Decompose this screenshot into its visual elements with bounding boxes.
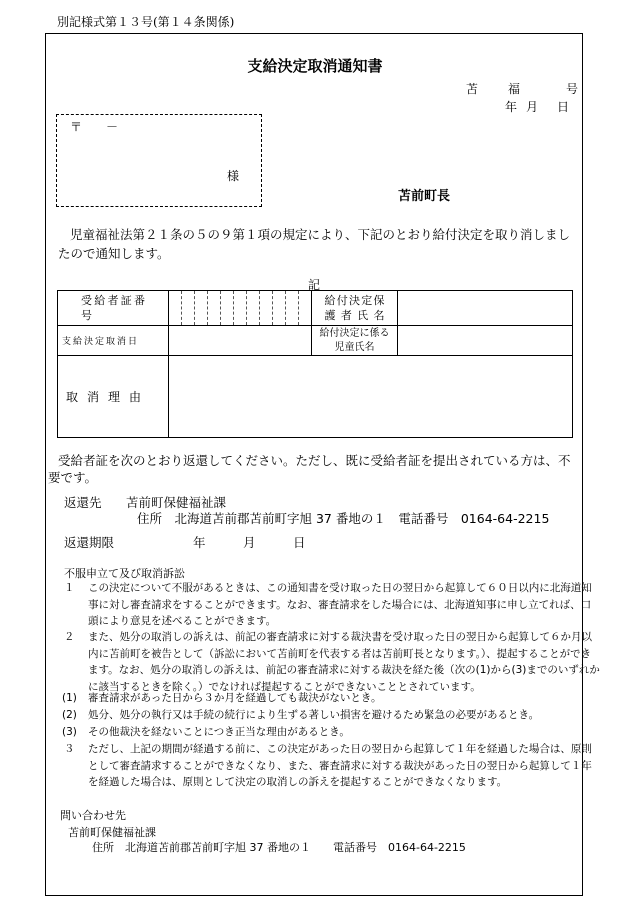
reason-label: 取消理由 bbox=[58, 356, 169, 438]
recipient-no-cells bbox=[169, 291, 312, 326]
issuer-mayor: 苫前町長 bbox=[398, 189, 451, 204]
doc-number-prefix: 苫 bbox=[466, 82, 479, 96]
child-name-label: 給付決定に係る児童氏名 bbox=[312, 326, 398, 356]
appeal-item-2: ２ また、処分の取消しの訴えは、前記の審査請求に対する裁決書を受け取った日の翌日から起算して６か月以内に苫前町を被告として（訴訟において苫前町を代表する者は苫前町長となります。）、提起することができます。なお、処分の取消しの訴えは、前記の審査請求に対する裁決を経た後（次の(1)から(3)までのいずれかに該当するときを除く。）でなければ提起することができないこととされています。 bbox=[64, 631, 600, 693]
appeal-item-1: １ この決定について不服があるときは、この通知書を受け取った日の翌日から起算して６０日以内に北海道知事に対し審査請求をすることができます。なお、審査請求をした場合には、北海道知事に申し立てれば、口頭により意見を述べることができます。 bbox=[64, 582, 592, 627]
form-label: 別記様式第１３号(第１４条関係) bbox=[57, 15, 235, 29]
return-destination-label: 返還先 bbox=[64, 495, 102, 510]
inquiry-organization: 苫前町保健福祉課 bbox=[68, 826, 156, 839]
ki-heading: 記 bbox=[308, 278, 321, 292]
document-title: 支給決定取消通知書 bbox=[247, 57, 383, 75]
return-deadline-label: 返還期限 bbox=[64, 535, 115, 550]
postal-code-mark: 〒 － bbox=[70, 120, 119, 134]
doc-number-go: 号 bbox=[566, 82, 579, 96]
info-table bbox=[57, 290, 573, 438]
child-name-value bbox=[398, 326, 573, 356]
cancel-date-value bbox=[169, 326, 312, 356]
cancel-date-label: 支給決定取消日 bbox=[58, 326, 169, 356]
honorific-sama: 様 bbox=[227, 169, 240, 183]
document-number bbox=[466, 80, 578, 97]
appeal-heading: 不服申立て及び取消訴訟 bbox=[64, 567, 185, 580]
appeal-item-3: ３ ただし、上記の期間が経過する前に、この決定があった日の翌日から起算して１年を経過した場合は、原則として審査請求することができなくなり、また、審査請求に対する裁決があった日の翌日から起算して１年を経過した場合は、原則として決定の取消しの訴えを提起することができなくなります。 bbox=[64, 743, 592, 788]
return-destination-name: 苫前町保健福祉課 bbox=[126, 495, 227, 510]
notice-body: 児童福祉法第２１条の５の９第１項の規定により、下記のとおり給付決定を取り消しましたので通知します。 bbox=[58, 227, 571, 261]
document-date bbox=[505, 98, 569, 115]
date-day: 日 bbox=[557, 100, 570, 114]
appeal-item-2-3: (3) その他裁決を経ないことにつき正当な理由があるとき。 bbox=[62, 726, 350, 738]
appeal-item-2-1: (1) 審査請求があった日から３か月を経過しても裁決がないとき。 bbox=[62, 692, 382, 704]
date-year: 年 bbox=[505, 100, 518, 114]
inquiry-address: 住所 北海道苫前郡苫前町字旭 37 番地の１ 電話番号 0164-64-2215 bbox=[92, 841, 466, 854]
inquiry-heading: 問い合わせ先 bbox=[60, 809, 126, 822]
date-month: 月 bbox=[526, 100, 539, 114]
recipient-no-label: 受給者証番号 bbox=[58, 291, 169, 326]
return-instruction: 受給者証を次のとおり返還してください。ただし、既に受給者証を提出されている方は、不要です。 bbox=[48, 453, 571, 485]
guardian-name-label: 給付決定保護者氏名 bbox=[312, 291, 398, 326]
reason-value bbox=[169, 356, 573, 438]
return-deadline-date: 年 月 日 bbox=[193, 535, 306, 550]
appeal-item-2-2: (2) 処分、処分の執行又は手続の続行により生ずる著しい損害を避けるため緊急の必要があるとき。 bbox=[62, 709, 540, 721]
guardian-name-value bbox=[398, 291, 573, 326]
return-address: 住所 北海道苫前郡苫前町字旭 37 番地の１ 電話番号 0164-64-2215 bbox=[137, 511, 550, 526]
doc-number-fuku: 福 bbox=[508, 82, 521, 96]
